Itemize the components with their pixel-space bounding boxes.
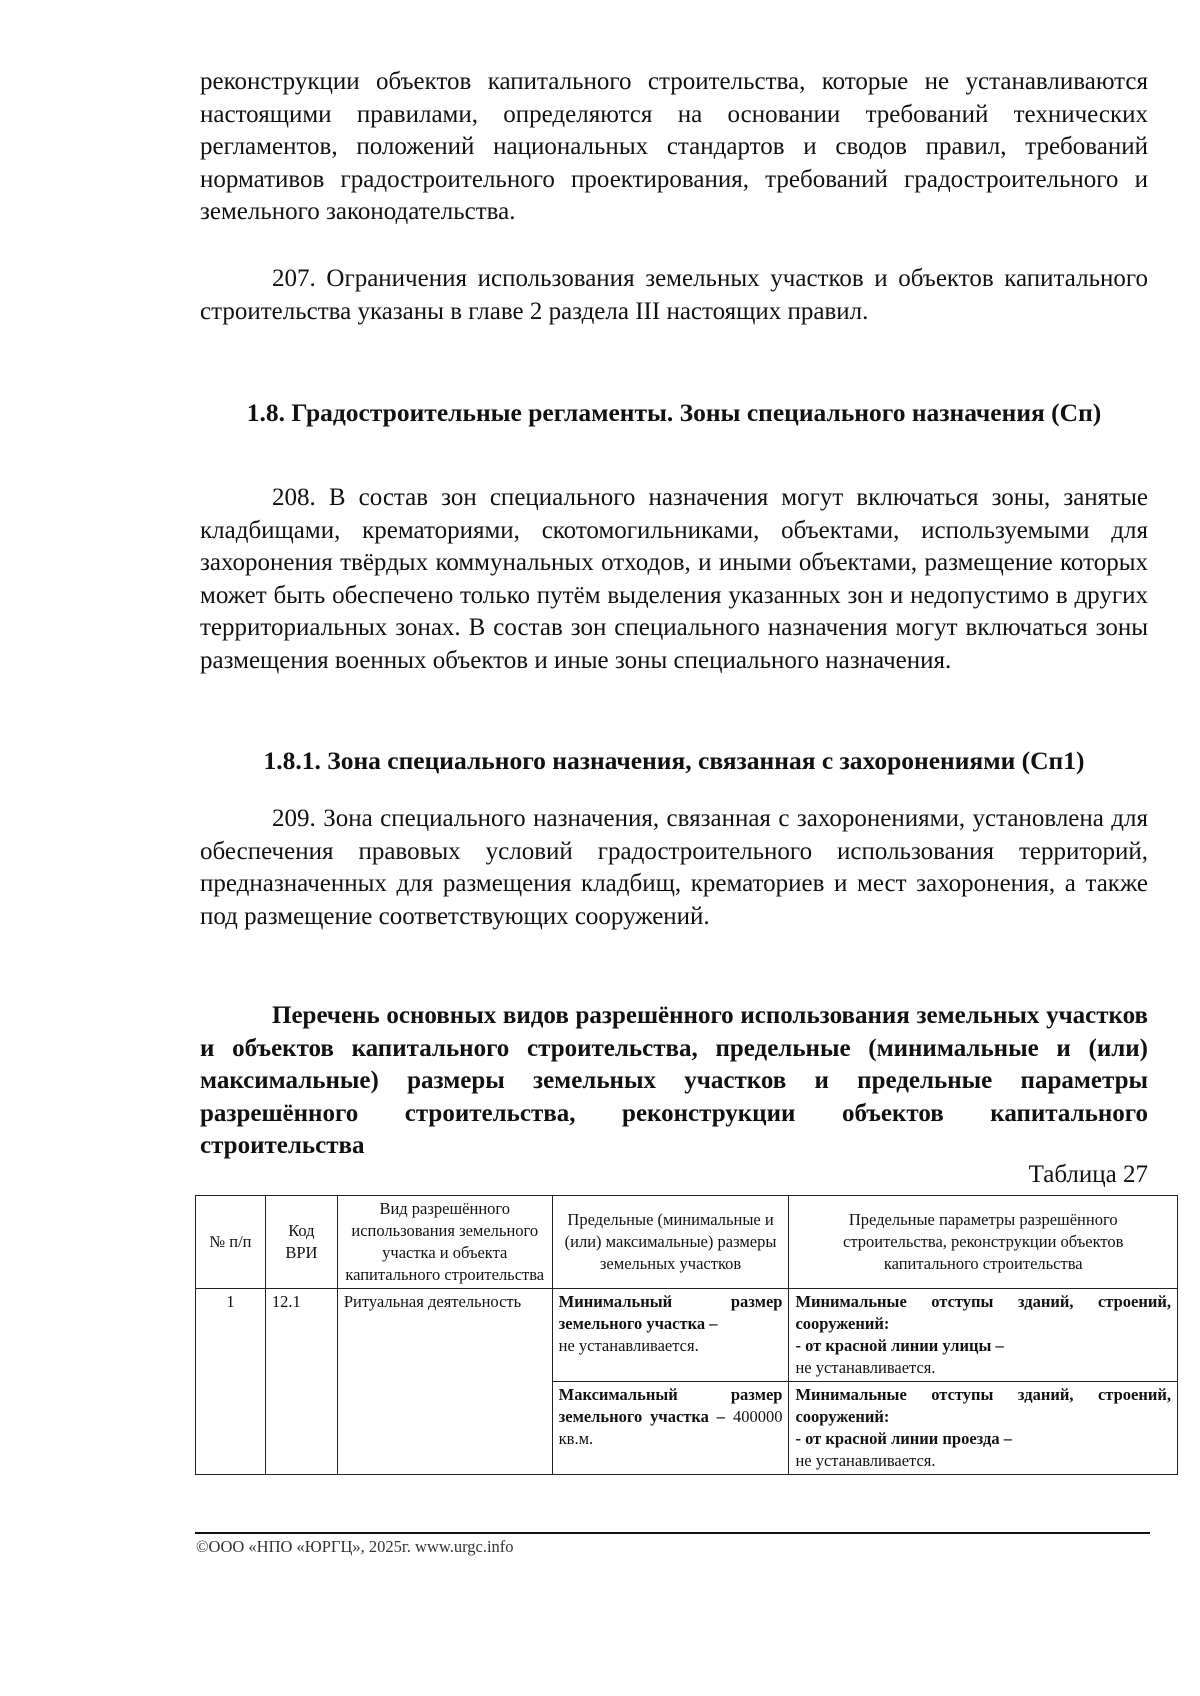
size-max-label: Максимальный размер земельного участка – <box>558 1385 783 1426</box>
param1-value: не устанавливается. <box>795 1358 936 1377</box>
cell-code: 12.1 <box>265 1289 337 1475</box>
size-max-value: 400000 кв.м. <box>558 1407 783 1448</box>
header-kind: Вид разрешённого использования земельного участка и объекта капитального строительства <box>337 1196 552 1289</box>
intro-paragraph: реконструкции объектов капитального строительства, которые не устанавливаются настоящими правилами, определяются на основании требований технических регламентов, положений национальных стандартов и сводов правил, требований нормативов градостроительного проектирования, требований градостроительного и земельного законодательства. <box>200 68 1148 225</box>
list-title: Перечень основных видов разрешённого использования земельных участков и объектов капитального строительства, предельные (минимальные и (или) максимальные) размеры земельных участков и предельные параметры разрешённого строительства, реконструкции объектов капитального строительства <box>200 1002 1148 1159</box>
param2-item: - от красной линии проезда – <box>795 1429 1012 1448</box>
cell-param-1 <box>789 1289 1178 1382</box>
table-header-row <box>196 1196 1178 1289</box>
footer-divider <box>195 1532 1150 1534</box>
cell-kind: Ритуальная деятельность <box>337 1289 552 1475</box>
cell-param-2 <box>789 1382 1178 1475</box>
header-sizes: Предельные (минимальные и (или) максимальные) размеры земельных участков <box>552 1196 789 1289</box>
param1-item: - от красной линии улицы – <box>795 1336 1004 1355</box>
subsection-title: 1.8.1. Зона специального назначения, связанная с захоронениями (Сп1) <box>263 746 1085 775</box>
size-min-label: Минимальный размер земельного участка – <box>558 1292 783 1333</box>
footer-copyright: ©ООО «НПО «ЮРГЦ», 2025г. www.urgc.info <box>196 1537 514 1556</box>
header-params: Предельные параметры разрешённого строительства, реконструкции объектов капитального строительства <box>789 1196 1178 1289</box>
paragraph-207: 207. Ограничения использования земельных участков и объектов капитального строительства указаны в главе 2 раздела III настоящих правил. <box>200 265 1148 325</box>
paragraph-209: 209. Зона специального назначения, связанная с захоронениями, установлена для обеспечения правовых условий градостроительного использования территорий, предназначенных для размещения кладбищ, крематориев и мест захоронения, а также под размещение соответствующих сооружений. <box>200 805 1148 930</box>
section-title: 1.8. Градостроительные регламенты. Зоны специального назначения (Сп) <box>246 398 1102 427</box>
table-caption: Таблица 27 <box>1028 1161 1148 1188</box>
header-num: № п/п <box>196 1196 266 1289</box>
cell-size-max <box>552 1382 789 1475</box>
vri-table <box>195 1195 1178 1475</box>
size-min-value: не устанавливается. <box>558 1336 699 1355</box>
table-row <box>196 1289 1178 1382</box>
param1-label: Минимальные отступы зданий, строений, сооружений: <box>795 1292 1171 1333</box>
header-code: Код ВРИ <box>265 1196 337 1289</box>
cell-size-min <box>552 1289 789 1382</box>
param2-label: Минимальные отступы зданий, строений, сооружений: <box>795 1385 1171 1426</box>
paragraph-208: 208. В состав зон специального назначения могут включаться зоны, занятые кладбищами, крематориями, скотомогильниками, объектами, используемыми для захоронения твёрдых коммунальных отходов, и иными объектами, размещение которых может быть обеспечено только путём выделения указанных зон и недопустимо в других территориальных зонах. В состав зон специального назначения могут включаться зоны размещения военных объектов и иные зоны специального назначения. <box>200 484 1148 674</box>
param2-value: не устанавливается. <box>795 1451 936 1470</box>
cell-num: 1 <box>196 1289 266 1475</box>
